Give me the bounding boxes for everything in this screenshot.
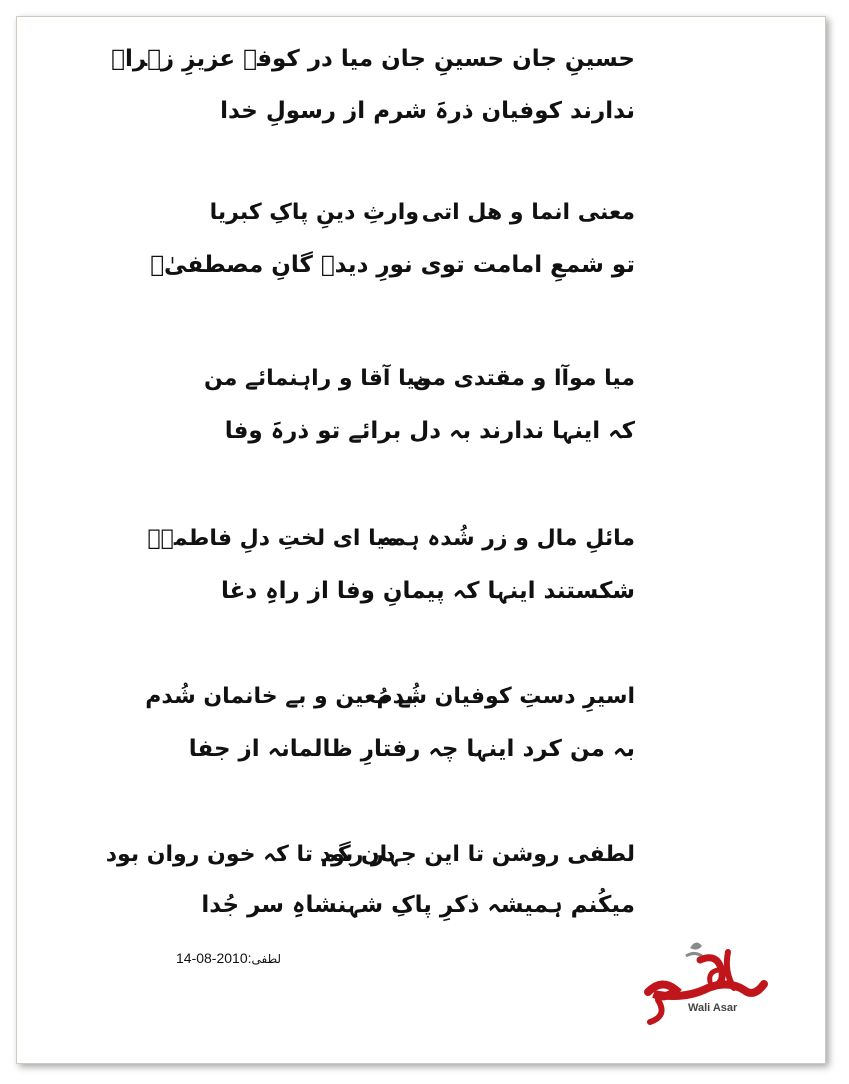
poem-hemistich: میا ای لختِ دلِ فاطمہؑ [147,526,399,551]
poem-hemistich: وارثِ دینِ پاکِ کبریا [209,200,419,225]
poem-line: بہ من کرد اینہا چہ رفتارِ ظالمانہ از جفا [188,736,635,762]
poem-hemistich: میا آقا و راہنمائے من [203,366,429,391]
poem-line: شکستند اینہا کہ پیمانِ وفا از راہِ دغا [221,578,635,604]
poem-line: ندارند کوفیان ذرہَ شرم از رسولِ خدا [220,98,635,124]
poem-hemistich: معنی انما و ھل اتی [421,200,635,225]
poem-line: تو شمعِ امامت توی نورِ دیدہ گانِ مصطفیٰؐ [150,252,635,278]
poem-hemistich: اسیرِ دستِ کوفیان شُدم [376,684,635,709]
poem-hemistich: مائلِ مال و زر شُدہ ہمہ [379,526,635,551]
signature-date: 14-08-2010 [176,950,248,966]
poem-hemistich: میا موآا و مقتدی من [412,366,635,391]
poem-hemistich: لطفی روشن تا این جہان بود [319,842,635,867]
poem-hemistich: در رگم تا کہ خون روان بود [105,842,395,867]
poem-line: حسینِ جان حسینِ جان میا در کوفہ عزیزِ زہراؑ [111,46,635,72]
poem-hemistich: بے مُعین و بے خانمان شُدم [145,684,419,709]
poem-line: میکُنم ہمیشہ ذکرِ پاکِ شہنشاہِ سر جُدا [201,892,635,918]
signature-name: لطفی [251,952,282,966]
logo-caption: Wali Asar [688,1002,738,1014]
poem-line: کہ اینہا ندارند بہ دل برائے تو ذرہَ وفا [224,418,635,444]
signature: 14-08-2010:لطفی [176,950,282,966]
